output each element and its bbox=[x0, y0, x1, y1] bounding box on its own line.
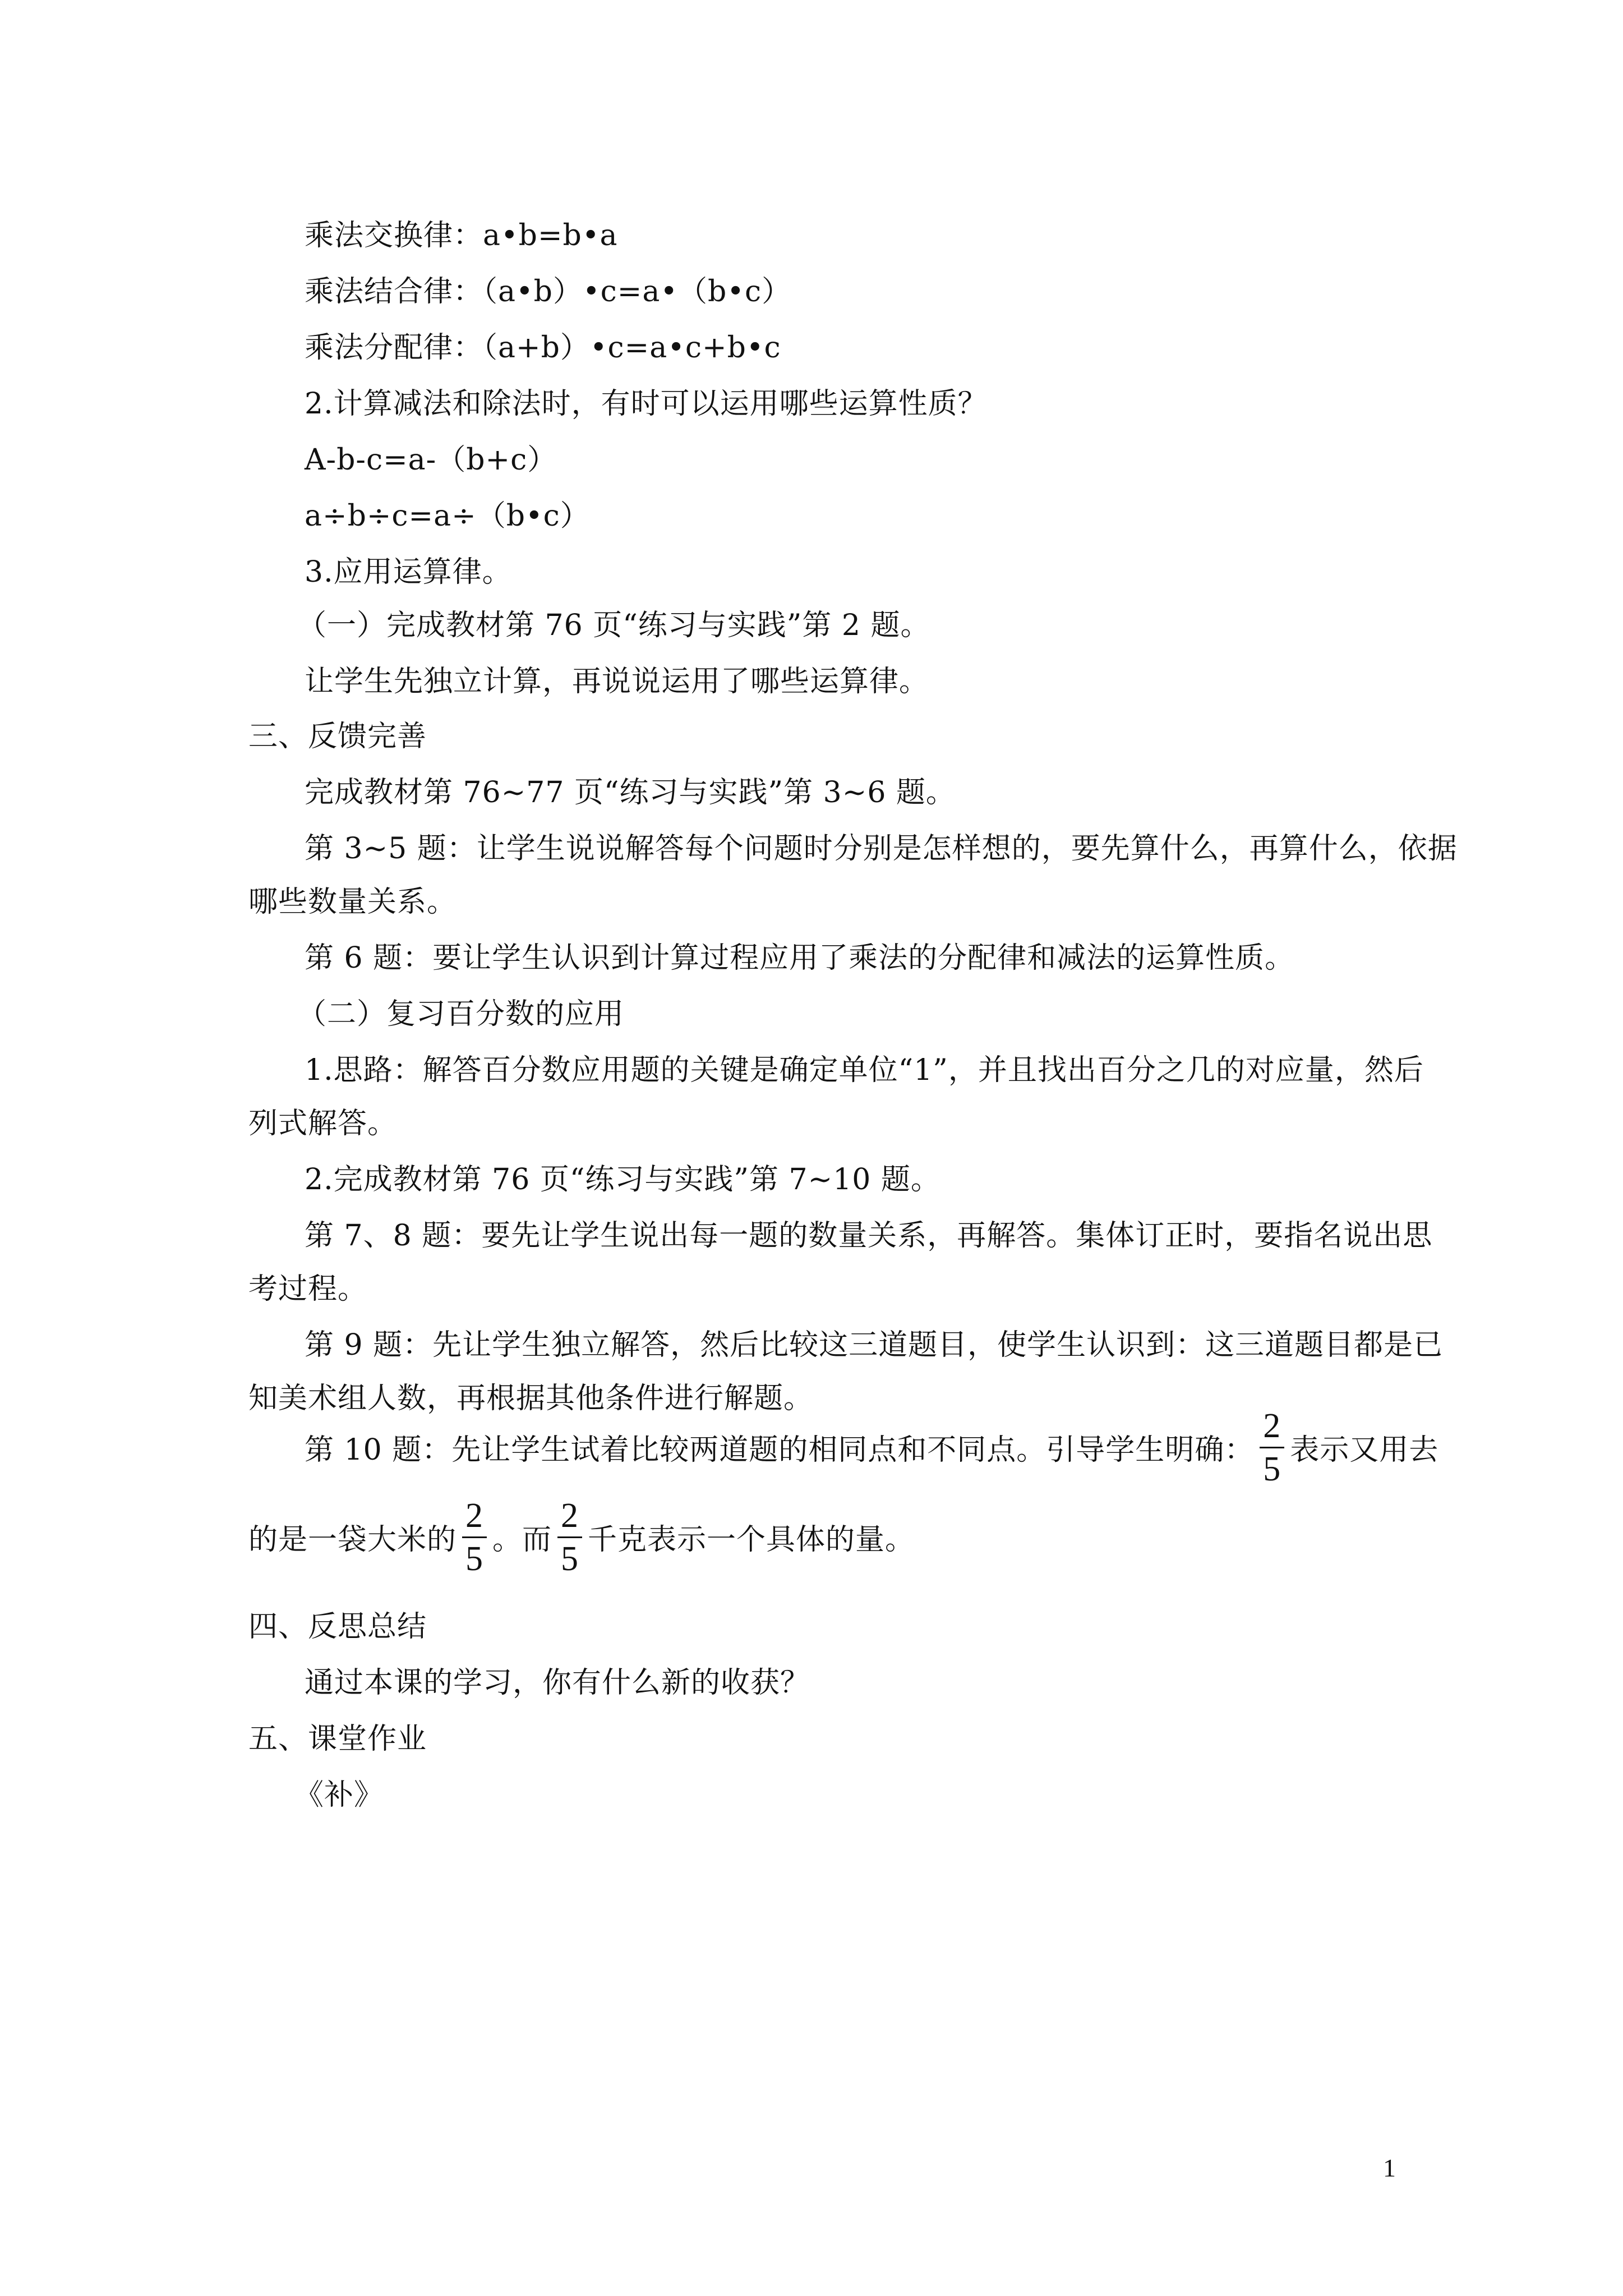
text-line: 2.计算减法和除法时，有时可以运用哪些运算性质？ bbox=[305, 387, 988, 421]
text-line: a÷b÷c=a÷（b•c） bbox=[305, 499, 590, 533]
fraction bbox=[1260, 1406, 1284, 1489]
text-line: 第 3~5 题：让学生说说解答每个问题时分别是怎样想的，要先算什么，再算什么，依据 bbox=[305, 832, 1458, 866]
text-line: （二）复习百分数的应用 bbox=[297, 997, 625, 1031]
text-segment: 第 10 题：先让学生试着比较两道题的相同点和不同点。引导学生明确： bbox=[305, 1433, 1255, 1467]
section-heading: 五、课堂作业 bbox=[248, 1722, 427, 1756]
fraction-denominator: 5 bbox=[465, 1540, 484, 1578]
page-number: 1 bbox=[1383, 2154, 1396, 2182]
text-line: 3.应用运算律。 bbox=[305, 555, 512, 589]
text-line: 通过本课的学习，你有什么新的收获？ bbox=[305, 1666, 810, 1700]
text-line: 乘法分配律：（a+b）•c=a•c+b•c bbox=[305, 331, 781, 365]
fraction-numerator: 2 bbox=[561, 1497, 579, 1535]
text-line: 知美术组人数，再根据其他条件进行解题。 bbox=[248, 1382, 814, 1415]
text-segment: 的是一袋大米的 bbox=[248, 1523, 457, 1557]
fraction-denominator: 5 bbox=[561, 1540, 579, 1578]
text-segment: 表示又用去 bbox=[1290, 1433, 1439, 1467]
text-line: 《补》 bbox=[294, 1778, 384, 1812]
text-line: 2.完成教材第 76 页“练习与实践”第 7~10 题。 bbox=[305, 1163, 940, 1197]
text-segment: 。而 bbox=[492, 1523, 552, 1557]
section-heading: 三、反馈完善 bbox=[248, 720, 427, 753]
text-line: （一）完成教材第 76 页“练习与实践”第 2 题。 bbox=[297, 609, 930, 642]
text-line: 乘法结合律：（a•b）•c=a•（b•c） bbox=[305, 275, 792, 309]
text-line: 第 7、8 题：要先让学生说出每一题的数量关系，再解答。集体订正时，要指名说出思 bbox=[305, 1219, 1433, 1253]
fraction bbox=[462, 1496, 487, 1579]
text-line: 完成教材第 76~77 页“练习与实践”第 3~6 题。 bbox=[305, 776, 956, 809]
text-line: 哪些数量关系。 bbox=[248, 885, 457, 919]
fraction-bar bbox=[557, 1536, 582, 1538]
text-line: 考过程。 bbox=[248, 1272, 368, 1306]
text-line-with-fraction bbox=[305, 1407, 1439, 1493]
fraction-denominator: 5 bbox=[1263, 1450, 1281, 1488]
text-line: 乘法交换律：a•b=b•a bbox=[305, 219, 618, 252]
text-line: A-b-c=a-（b+c） bbox=[305, 443, 557, 477]
section-heading: 四、反思总结 bbox=[248, 1610, 427, 1644]
text-segment: 千克表示一个具体的量。 bbox=[588, 1523, 915, 1557]
text-line: 第 6 题：要让学生认识到计算过程应用了乘法的分配律和减法的运算性质。 bbox=[305, 941, 1295, 975]
fraction-bar bbox=[462, 1536, 487, 1538]
text-line: 第 9 题：先让学生独立解答，然后比较这三道题目，使学生认识到：这三道题目都是已 bbox=[305, 1328, 1444, 1362]
fraction-numerator: 2 bbox=[1263, 1407, 1281, 1445]
fraction-bar bbox=[1260, 1447, 1284, 1448]
text-line: 列式解答。 bbox=[248, 1107, 398, 1140]
fraction-numerator: 2 bbox=[465, 1497, 484, 1535]
fraction bbox=[557, 1496, 582, 1579]
text-line: 1.思路：解答百分数应用题的关键是确定单位“1”，并且找出百分之几的对应量，然后 bbox=[305, 1053, 1424, 1087]
text-line: 让学生先独立计算，再说说运用了哪些运算律。 bbox=[305, 665, 929, 698]
text-line-with-fraction bbox=[248, 1497, 915, 1583]
